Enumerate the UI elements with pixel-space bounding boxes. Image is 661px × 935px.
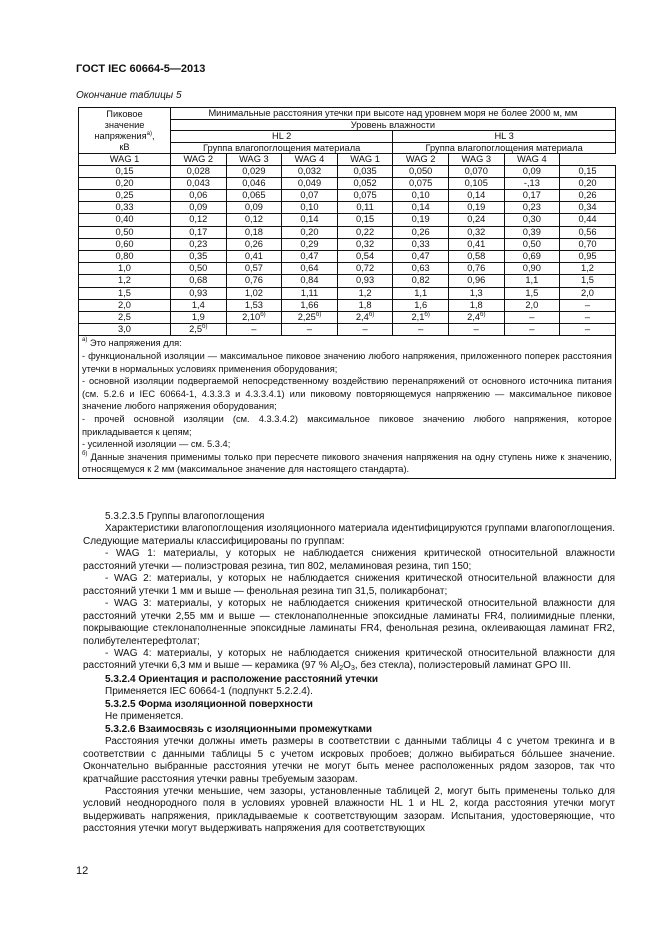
creepage-cell: 0,30 (504, 214, 560, 226)
wag-header: WAG 4 (504, 154, 560, 166)
creepage-cell: 1,2 (337, 287, 393, 299)
wag-header: WAG 3 (226, 154, 282, 166)
wag4-item: - WAG 4: материалы, у которых не наблюдается снижения критической относительной влажности для расстояний утечки 6,3 мм и выше — керамика (97 % $Al_2O_3$, без стекла), полиэстеровый ламинат GPO III. (83, 647, 615, 673)
creepage-cell: 1,1 (504, 275, 560, 287)
creepage-table (78, 107, 616, 479)
creepage-cell: 0,76 (448, 263, 504, 275)
creepage-cell: 0,76 (226, 275, 282, 287)
table-row (79, 165, 616, 177)
voltage-cell: 0,15 (79, 165, 171, 177)
creepage-header: Минимальные расстояния утечки при высоте над уровнем моря не более 2000 м, мм (171, 108, 616, 120)
table-caption: Окончание таблицы 5 (76, 90, 182, 101)
creepage-cell: 0,15 (337, 214, 393, 226)
footnote: $^{а)}$ Это напряжения для: (82, 337, 182, 349)
voltage-cell: 0,50 (79, 226, 171, 238)
creepage-cell: 0,22 (337, 226, 393, 238)
creepage-cell: 1,11 (282, 287, 338, 299)
creepage-cell: 0,15 (560, 165, 616, 177)
wag-header: WAG 2 (171, 154, 227, 166)
voltage-cell: 1,2 (79, 275, 171, 287)
creepage-cell: 0,050 (393, 165, 449, 177)
creepage-cell: 0,34 (560, 202, 616, 214)
creepage-cell: 0,47 (393, 250, 449, 262)
hl3-header: HL 3 (393, 131, 615, 143)
section-heading-5-3-2-5: 5.3.2.5 Форма изоляционной поверхности (105, 698, 313, 710)
table-row (79, 226, 616, 238)
voltage-cell: 2,0 (79, 299, 171, 311)
creepage-cell: 0,17 (171, 226, 227, 238)
creepage-cell: 0,11 (337, 202, 393, 214)
creepage-cell: 1,4 (171, 299, 227, 311)
creepage-cell: – (504, 311, 560, 323)
creepage-cell: 0,70 (560, 238, 616, 250)
creepage-cell: 0,47 (282, 250, 338, 262)
creepage-cell: 0,58 (448, 250, 504, 262)
creepage-cell: 0,09 (504, 165, 560, 177)
table-row (79, 299, 616, 311)
wag-header: WAG 2 (393, 154, 449, 166)
creepage-cell: 1,3 (448, 287, 504, 299)
creepage-cell: $2,4^{б)}$ (337, 311, 393, 323)
creepage-cell: – (282, 324, 338, 336)
table-row (79, 275, 616, 287)
creepage-cell: 0,09 (226, 202, 282, 214)
table-row (79, 214, 616, 226)
voltage-cell: 3,0 (79, 324, 171, 336)
paragraph: Расстояния утечки должны иметь размеры в соответствии с данными таблицы 4 с учетом трекинга и в соответствии с данными таблицы 5 с учетом искровых пробоев; должно выбираться бо́льшее значение. Окончательно выбранные расстояния утечки не могут быть менее расположенных рядом зазоров, так что кратчайшие расстояния утечки равны требуемым зазорам. (83, 736, 615, 785)
creepage-cell: 0,26 (393, 226, 449, 238)
creepage-cell: 0,56 (560, 226, 616, 238)
wag-header: WAG 1 (337, 154, 393, 166)
creepage-cell: 1,9 (171, 311, 227, 323)
section-heading-5-3-2-6: 5.3.2.6 Взаимосвязь с изоляционными промежутками (105, 723, 373, 735)
wag-header: WAG 3 (448, 154, 504, 166)
voltage-column-header: Пиковое значение напряжения$^{а)}$, кВ (79, 108, 171, 154)
creepage-cell: 1,2 (560, 263, 616, 275)
creepage-cell: 0,39 (504, 226, 560, 238)
voltage-cell: 0,20 (79, 177, 171, 189)
creepage-cell: 0,44 (560, 214, 616, 226)
wag-header: WAG 1 (79, 154, 171, 166)
creepage-cell: 0,028 (171, 165, 227, 177)
creepage-cell: 0,052 (337, 177, 393, 189)
paragraph: Применяется IEC 60664-1 (подпункт 5.2.2.4). (105, 686, 313, 698)
table-row (79, 177, 616, 189)
table-row (79, 189, 616, 201)
creepage-cell: 0,33 (393, 238, 449, 250)
paragraph: Характеристики влагопоглощения изоляционного материала идентифицируются группами влагопоглощения. Следующие материалы классифицированы по группам: (83, 523, 615, 547)
voltage-cell: 1,5 (79, 287, 171, 299)
section-heading-5-3-2-4: 5.3.2.4 Ориентация и расположение расстояний утечки (105, 673, 378, 685)
creepage-cell: 0,046 (226, 177, 282, 189)
creepage-cell: 0,50 (171, 263, 227, 275)
table-row (79, 311, 616, 323)
creepage-cell: 0,18 (226, 226, 282, 238)
wag-header: WAG 4 (282, 154, 338, 166)
creepage-cell: -,13 (504, 177, 560, 189)
creepage-cell: – (393, 324, 449, 336)
table-footnotes (79, 336, 616, 479)
paragraph: Не применяется. (105, 711, 184, 723)
creepage-cell: 0,68 (171, 275, 227, 287)
creepage-cell: 0,029 (226, 165, 282, 177)
table-row (79, 263, 616, 275)
document-header: ГОСТ IEC 60664-5—2013 (76, 63, 206, 75)
voltage-cell: 0,33 (79, 202, 171, 214)
creepage-cell: 0,043 (171, 177, 227, 189)
wag2-item: - WAG 2: материалы, у которых не наблюдается снижения критической относительной влажности для расстояний утечки 1 мм и выше — фенольная резина тип 31,5, поликарбонат; (83, 573, 615, 597)
creepage-cell: $2,1^{б)}$ (393, 311, 449, 323)
creepage-cell: 0,065 (226, 189, 282, 201)
voltage-cell: 2,5 (79, 311, 171, 323)
voltage-cell: 0,40 (79, 214, 171, 226)
footnote: - усиленной изоляции — см. 5.3.4; (82, 439, 231, 450)
creepage-cell: 0,12 (226, 214, 282, 226)
table-row (79, 238, 616, 250)
creepage-cell: – (337, 324, 393, 336)
hl2-header: HL 2 (171, 131, 393, 143)
creepage-cell: – (560, 324, 616, 336)
creepage-cell: – (226, 324, 282, 336)
creepage-cell: 0,84 (282, 275, 338, 287)
creepage-cell: 0,075 (337, 189, 393, 201)
creepage-cell: 0,41 (226, 250, 282, 262)
footnote: - прочей основной изоляции (см. 4.3.3.4.2) максимальное пиковое значению любого напряжения, которое прикладывается к цепям; (82, 413, 612, 437)
creepage-cell: 0,12 (171, 214, 227, 226)
footnote: - основной изоляции подвергаемой непосредственному воздействию перенапряжений от основного источника питания (см. 5.2.6 и IEC 60664-1, 4.3.3.3 и 4.3.3.4.1) или пиковому повторяющемуся напряжению — максимальное пиковое значение любого напряжения оборудования; (82, 376, 612, 412)
section-5-3-2-3-5: 5.3.2.3.5 Группы влагопоглощения (105, 511, 265, 522)
creepage-cell: 0,19 (448, 202, 504, 214)
creepage-cell: 0,09 (171, 202, 227, 214)
creepage-cell: 0,93 (337, 275, 393, 287)
creepage-cell: 1,02 (226, 287, 282, 299)
creepage-cell: 0,26 (560, 189, 616, 201)
creepage-cell: $2,4^{б)}$ (448, 311, 504, 323)
creepage-cell: $2,5^{б)}$ (171, 324, 227, 336)
creepage-cell: 2,0 (504, 299, 560, 311)
voltage-cell: 0,25 (79, 189, 171, 201)
creepage-cell: 0,93 (171, 287, 227, 299)
creepage-cell: 1,8 (448, 299, 504, 311)
creepage-cell: 0,20 (560, 177, 616, 189)
creepage-cell: $2,10^{б)}$ (226, 311, 282, 323)
creepage-cell: 0,17 (504, 189, 560, 201)
table-row (79, 324, 616, 336)
creepage-cell: 0,105 (448, 177, 504, 189)
creepage-cell: 0,19 (393, 214, 449, 226)
creepage-cell: 1,6 (393, 299, 449, 311)
creepage-cell: 0,075 (393, 177, 449, 189)
creepage-cell: 0,049 (282, 177, 338, 189)
creepage-cell: 0,82 (393, 275, 449, 287)
creepage-cell: 0,64 (282, 263, 338, 275)
hl2-group-header: Группа влагопоглощения материала (171, 142, 393, 154)
creepage-cell: 0,14 (448, 189, 504, 201)
creepage-cell: – (560, 299, 616, 311)
creepage-cell: 0,24 (448, 214, 504, 226)
table-row (79, 202, 616, 214)
creepage-cell: – (504, 324, 560, 336)
creepage-cell: 0,10 (282, 202, 338, 214)
footnote: $^{б)}$ Данные значения применимы только при пересчете пикового значения напряжения на одну ступень ниже к значению, относящемуся к 2 мм (максимальное значение для настоящего стандарта). (82, 450, 612, 475)
creepage-cell: 0,32 (448, 226, 504, 238)
voltage-cell: 0,60 (79, 238, 171, 250)
creepage-cell: 0,54 (337, 250, 393, 262)
creepage-cell: – (448, 324, 504, 336)
creepage-cell: 0,14 (282, 214, 338, 226)
creepage-cell: 0,14 (393, 202, 449, 214)
paragraph: Расстояния утечки меньшие, чем зазоры, установленные таблицей 2, могут быть применены только для условий неоднородного поля в условиях уровней влажности HL 1 и HL 2, когда расстояния утечки могут выдерживать напряжения, прикладываемые к соответствующим зазорам. Испытания, удостоверяющие, что расстояния утечки могут выдерживать напряжения для соответствующих (83, 785, 615, 835)
creepage-cell: 0,41 (448, 238, 504, 250)
creepage-cell: 1,5 (504, 287, 560, 299)
creepage-cell: 0,23 (504, 202, 560, 214)
creepage-cell: 0,96 (448, 275, 504, 287)
creepage-cell: 0,50 (504, 238, 560, 250)
creepage-cell: 0,29 (282, 238, 338, 250)
creepage-cell: 0,95 (560, 250, 616, 262)
creepage-cell: 0,035 (337, 165, 393, 177)
creepage-cell: 0,070 (448, 165, 504, 177)
creepage-cell: 0,72 (337, 263, 393, 275)
creepage-cell: 0,90 (504, 263, 560, 275)
creepage-cell: 0,23 (171, 238, 227, 250)
creepage-cell: 1,8 (337, 299, 393, 311)
creepage-cell: 0,032 (282, 165, 338, 177)
creepage-cell: 0,69 (504, 250, 560, 262)
wag3-item: - WAG 3: материалы, у которых не наблюдается снижения критической относительной влажности для расстояний утечки 2,55 мм и выше — стеклонаполненные эпоксидные ламинаты FR4, полиимидные пленки, покрывающие стеклонаполненные эпоксидные ламинаты FR4, фенольная резина, оклеивающая ламинат FR2, полибутелентерефтолат; (83, 598, 615, 647)
creepage-cell: 0,63 (393, 263, 449, 275)
humidity-level-header: Уровень влажности (171, 119, 616, 131)
creepage-cell: 0,26 (226, 238, 282, 250)
creepage-cell: $2,25^{б)}$ (282, 311, 338, 323)
creepage-cell: 0,35 (171, 250, 227, 262)
voltage-cell: 1,0 (79, 263, 171, 275)
footnote: - функциональной изоляции — максимальное пиковое значению любого напряжения, приложенного поперек расстояния утечки в нормальных условиях применения оборудования; (82, 350, 612, 374)
hl3-group-header: Группа влагопоглощения материала (393, 142, 615, 154)
table-row (79, 250, 616, 262)
creepage-cell: 0,06 (171, 189, 227, 201)
creepage-cell: 0,07 (282, 189, 338, 201)
wag1-item: - WAG 1: материалы, у которых не наблюдается снижения критической относительной влажности расстояний утечки — полиэстровая резина, тип 802, меламиновая резина, тип 150; (83, 548, 615, 572)
voltage-cell: 0,80 (79, 250, 171, 262)
creepage-cell: – (560, 311, 616, 323)
creepage-cell: 1,5 (560, 275, 616, 287)
creepage-cell: 0,10 (393, 189, 449, 201)
body-text (83, 511, 615, 836)
table-row (79, 287, 616, 299)
creepage-cell: 1,53 (226, 299, 282, 311)
page-number: 12 (76, 865, 89, 877)
creepage-cell: 1,66 (282, 299, 338, 311)
creepage-cell: 0,20 (282, 226, 338, 238)
creepage-cell: 0,32 (337, 238, 393, 250)
creepage-cell: 2,0 (560, 287, 616, 299)
creepage-cell: 0,57 (226, 263, 282, 275)
creepage-cell: 1,1 (393, 287, 449, 299)
